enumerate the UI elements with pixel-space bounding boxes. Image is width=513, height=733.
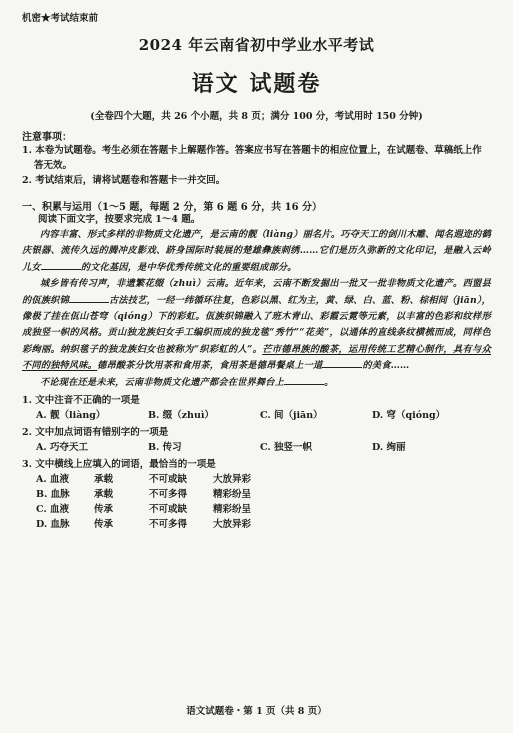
- option: B. 血脉: [36, 489, 70, 501]
- option: A. 靓（liàng）: [36, 410, 106, 422]
- answer-blank: [41, 260, 81, 270]
- question-stem: 2. 文中加点词语有错别字的一项是: [22, 427, 169, 439]
- paragraph-text: 的美食……: [362, 360, 410, 372]
- section-instruction: 阅读下面文字，按要求完成 1～4 题。: [38, 214, 201, 225]
- option: B. 缀（zhuì）: [148, 410, 214, 422]
- paragraph-text: 德昂酸茶分饮用茶和食用茶，食用茶是德昂餐桌上一道: [97, 360, 323, 372]
- option-word: 大放异彩: [213, 474, 252, 486]
- question-options: [22, 408, 491, 423]
- option: A. 血液: [36, 474, 69, 486]
- option: A. 巧夺天工: [36, 442, 88, 454]
- note-item: 2. 考试结束后，请将试题卷和答题卡一并交回。: [22, 175, 226, 186]
- option: D. 绚丽: [372, 442, 406, 454]
- option-row: [22, 472, 491, 487]
- option-word: 精彩纷呈: [213, 489, 252, 501]
- paragraph-text: 城乡皆有传习声，非遗繁花缀（zhuì）云南。近年来，云南不断发掘出一批又一批非物质文化遗产。西盟县的佤族织锦: [22, 278, 491, 306]
- option-row: [22, 487, 491, 502]
- paper-intro: (全卷四个大题，共 26 个小题，共 8 页；满分 100 分，考试用时 150 分钟): [90, 111, 423, 122]
- option-word: 大放异彩: [213, 519, 252, 531]
- option-row: [22, 502, 491, 517]
- exam-title: 2024 年云南省初中学业水平考试: [138, 36, 375, 54]
- underlined-sentence: 芒市德昂族的酸茶，运用传统工艺精心制作，具有与众不同的独特风味。: [22, 343, 491, 372]
- paragraph-text: 古法技艺，一经一纬循环往复，色彩以黑、红为主，黄、绿、白、蓝、粉、棕相间（jiān），像极了挂在佤山苍穹（qióng）下的彩虹。佤族织锦融入了班木青山、彩霞云霓等元素，以丰富的色彩和纹样形成独竖一帜的风格。贡山独龙族妇女手工编织而成的独龙毯“秀竹”“花美”，以通体的直线条纹横梳而成，同样色彩绚丽。纳织毯子的独龙族妇女也被称为“织彩虹的人”。: [22, 294, 492, 355]
- option-word: 不可多得: [149, 519, 188, 531]
- notes-header: 注意事项：: [22, 132, 72, 143]
- page-footer: 语文试题卷・第 1 页（共 8 页）: [186, 706, 327, 717]
- answer-blank: [69, 293, 109, 303]
- note-item: 1. 本卷为试题卷。考生必须在答题卡上解题作答。答案应书写在答题卡的相应位置上，在试题卷、草稿纸上作答无效。: [22, 145, 482, 171]
- section-heading: 一、积累与运用（1～5 题，每题 2 分，第 6 题 6 分，共 16 分）: [22, 202, 323, 213]
- paragraph-text: 的文化基因，是中华优秀传统文化的重要组成部分。: [80, 261, 297, 273]
- option-word: 承载: [94, 489, 114, 501]
- question-options: [22, 440, 491, 455]
- option: D. 血脉: [36, 519, 70, 531]
- option: C. 间（jiān）: [260, 410, 323, 422]
- question-stem: 1. 文中注音不正确的一项是: [22, 395, 140, 407]
- option: C. 独竖一帜: [260, 442, 313, 454]
- option-word: 不可多得: [149, 489, 188, 501]
- option-row: [22, 517, 491, 532]
- paragraph-text: 。: [324, 376, 334, 388]
- reading-paragraph: [22, 227, 491, 276]
- option: B. 传习: [148, 442, 182, 454]
- reading-paragraph: [22, 375, 491, 391]
- confidential-mark: 机密★考试结束前: [22, 13, 99, 24]
- option-word: 不可或缺: [149, 504, 188, 516]
- option-word: 传承: [94, 519, 114, 531]
- answer-blank: [284, 375, 324, 385]
- option-word: 不可或缺: [149, 474, 188, 486]
- paragraph-text: 不论现在还是未来，云南非物质文化遗产都会在世界舞台上: [40, 376, 285, 388]
- option-word: 精彩纷呈: [213, 504, 252, 516]
- question-stem: 3. 文中横线上应填入的词语，最恰当的一项是: [22, 459, 216, 471]
- option-word: 承载: [94, 474, 114, 486]
- paragraph-text: 内容丰富、形式多样的非物质文化遗产，是云南的靓（liàng）丽名片。巧夺天工的剑川木雕、闻名遐迩的鹤庆银器、流传久远的腾冲皮影戏、跻身国际时装展的楚雄彝族刺绣……它们是历久弥新的文化印记，是融入云岭儿女: [22, 229, 491, 273]
- reading-paragraph: [22, 276, 491, 374]
- paper-subtitle: 语文 试题卷: [191, 71, 322, 97]
- option: D. 穹（qióng）: [372, 410, 446, 422]
- option: C. 血液: [36, 504, 70, 516]
- answer-blank: [322, 358, 362, 368]
- option-word: 传承: [94, 504, 114, 516]
